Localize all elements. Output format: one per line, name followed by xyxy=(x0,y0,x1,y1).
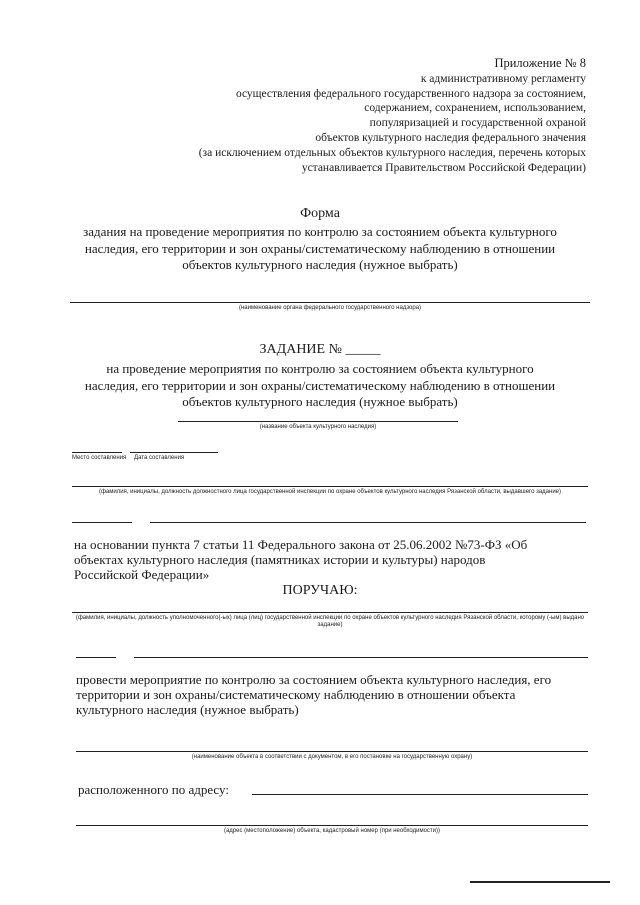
form-description xyxy=(40,224,600,274)
place-line xyxy=(72,452,122,453)
appendix-line: (за исключением отдельных объектов культурного наследия, перечень которых xyxy=(198,146,586,159)
form-description-line: задания на проведение мероприятия по контролю за состоянием объекта культурного xyxy=(83,224,557,239)
appendix-block xyxy=(199,56,586,175)
short-line xyxy=(72,522,132,523)
object-name-line xyxy=(178,421,458,422)
footer-rule xyxy=(470,881,610,883)
basis-line: Российской Федерации» xyxy=(74,567,210,582)
object-name-caption: (название объекта культурного наследия) xyxy=(259,424,377,430)
date-caption: Дата составления xyxy=(134,455,185,461)
date-line xyxy=(130,452,218,453)
basis-line: на основании пункта 7 статьи 11 Федерального закона от 25.06.2002 №73-ФЗ «Об xyxy=(74,537,528,552)
agency-caption: (наименование органа федерального государственного надзора) xyxy=(238,305,422,311)
assignment-description xyxy=(40,361,600,411)
place-caption: Место составления xyxy=(72,455,127,461)
address-full-line xyxy=(76,825,588,826)
address-caption: (адрес (местоположение) объекта, кадастровый номер (при необходимости)) xyxy=(223,828,441,834)
blank-line xyxy=(134,657,588,658)
instruct-heading: ПОРУЧАЮ: xyxy=(282,583,358,598)
form-title: Форма xyxy=(300,206,340,221)
location-label: расположенного по адресу: xyxy=(78,782,229,797)
conduct-line: провести мероприятие по контролю за состоянием объекта культурного наследия, его xyxy=(76,672,552,687)
assignment-description-line: на проведение мероприятия по контролю за состоянием объекта культурного xyxy=(106,361,534,376)
form-description-line: наследия, его территории и зон охраны/систематическому наблюдению в отношении xyxy=(84,240,556,256)
blank-line xyxy=(150,522,586,523)
official-caption: (фамилия, инициалы, должность должностного лица государственной инспекции по охране объектов культурного наследия Рязанской области, выдавшего задание) xyxy=(98,489,562,495)
short-line xyxy=(76,657,116,658)
assignee-caption: (фамилия, инициалы, должность уполномоченного(-ых) лица (лиц) государственной инспекции по охране объектов культурного наследия Рязанской области, которому (-ым) выдано задание) xyxy=(75,615,585,628)
object-docs-line xyxy=(76,751,588,752)
appendix-line: устанавливается Правительством Российской Федерации) xyxy=(301,161,586,174)
assignment-title: ЗАДАНИЕ № _____ xyxy=(259,342,381,357)
assignment-description-line: наследия, его территории и зон охраны/систематическому наблюдению в отношении xyxy=(84,377,556,393)
form-description-line: объектов культурного наследия (нужное выбрать) xyxy=(182,257,458,272)
appendix-line: осуществления федерального государственного надзора за состоянием, xyxy=(235,87,586,100)
conduct-paragraph xyxy=(76,672,588,717)
agency-line xyxy=(70,302,590,303)
appendix-title: Приложение № 8 xyxy=(494,56,586,70)
address-line xyxy=(252,794,588,795)
basis-line: объектах культурного наследия (памятниках истории и культуры) народов xyxy=(74,552,486,567)
appendix-line: содержанием, сохранением, использованием, xyxy=(364,102,586,115)
official-line xyxy=(72,486,588,487)
conduct-line: культурного наследия (нужное выбрать) xyxy=(76,702,299,717)
assignee-line xyxy=(72,612,588,613)
appendix-line: к административному регламенту xyxy=(420,72,586,85)
basis-paragraph xyxy=(74,537,586,582)
object-docs-caption: (наименование объекта в соответствии с документом, в его постановке на государственную охрану) xyxy=(191,754,473,760)
conduct-line: территории и зон охраны/систематическому наблюдению в отношении объекта xyxy=(76,687,516,702)
assignment-description-line: объектов культурного наследия (нужное выбрать) xyxy=(182,394,458,409)
appendix-line: популяризацией и государственной охраной xyxy=(369,117,586,130)
appendix-line: объектов культурного наследия федерального значения xyxy=(315,131,586,144)
